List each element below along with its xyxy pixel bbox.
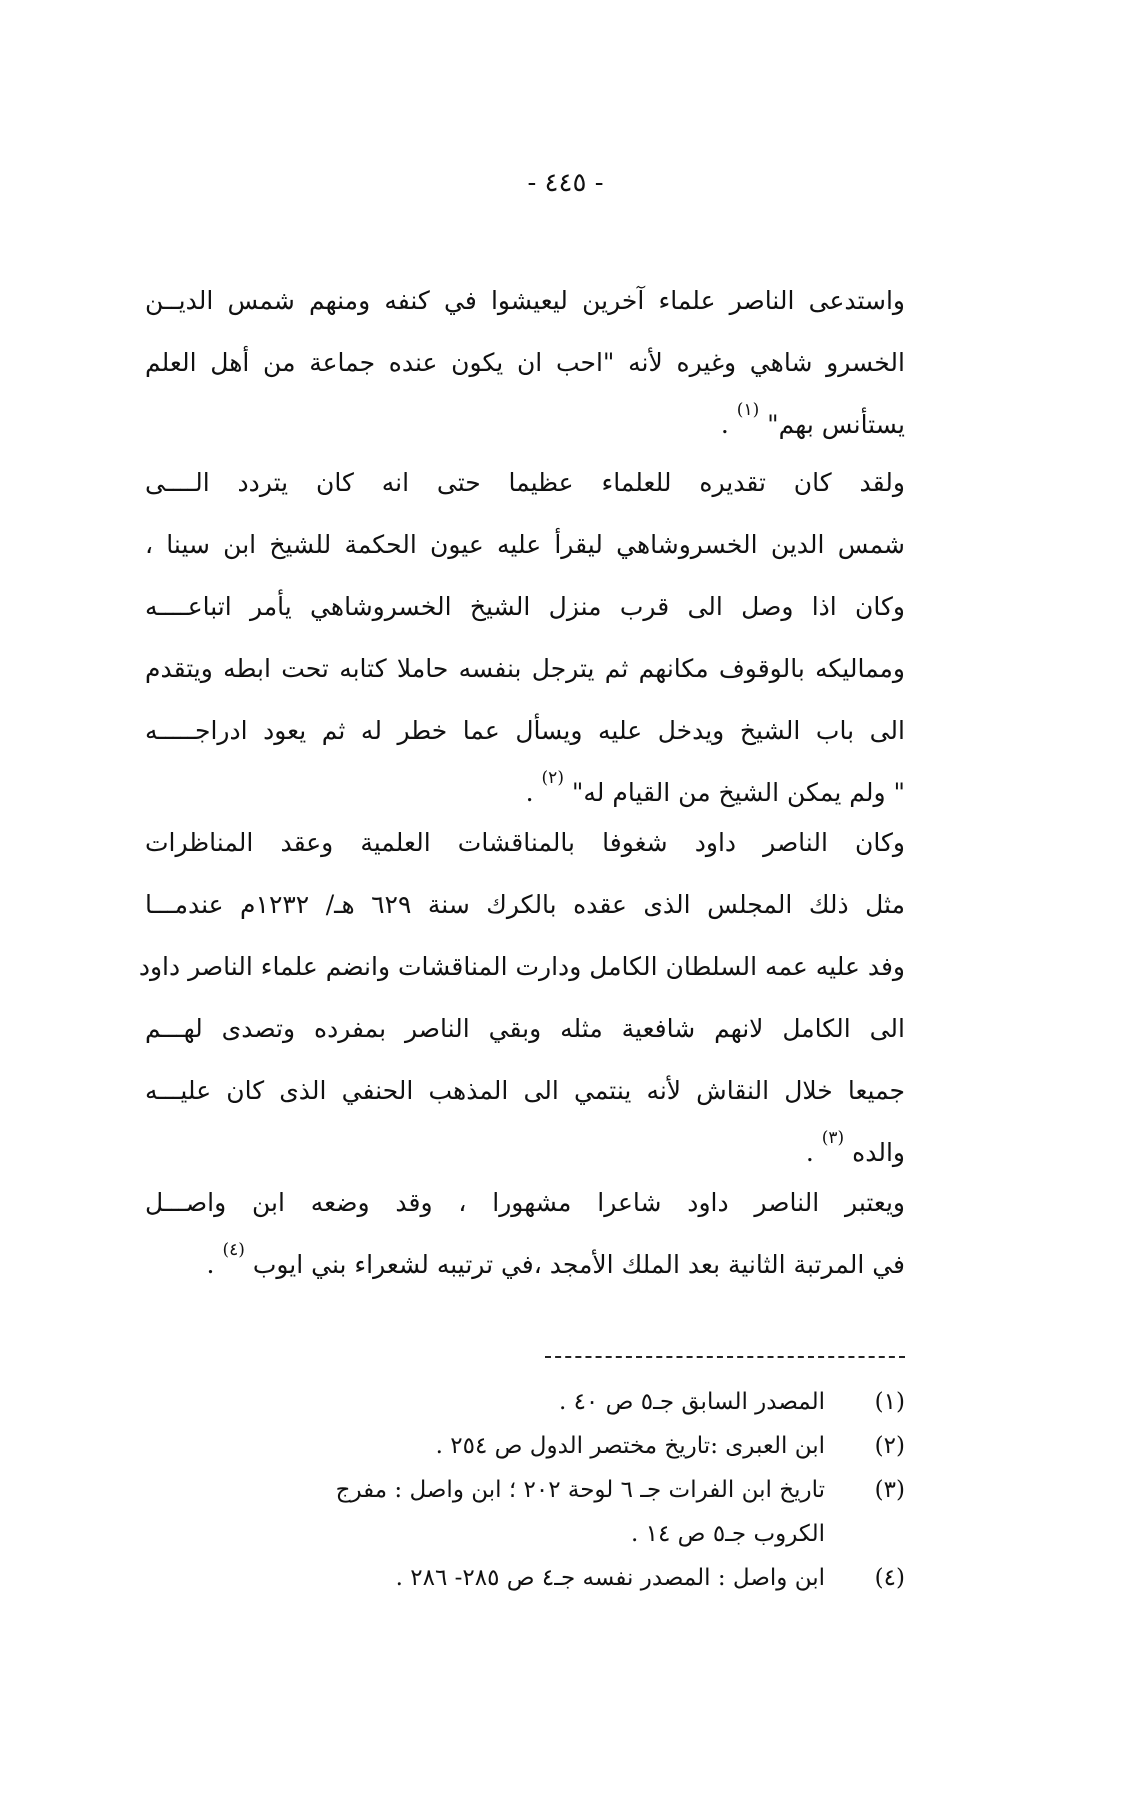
text-line: الخسرو شاهي وغيره لأنه "احب ان يكون عنده جماعة من أهل العلم: [145, 348, 905, 377]
text-line: واستدعى الناصر علماء آخرين ليعيشوا في كنفه ومنهم شمس الديــن: [145, 286, 905, 315]
footnote-text: [145, 1556, 825, 1600]
text-line: وفد عليه عمه السلطان الكامل ودارت المناقشات وانضم علماء الناصر داود: [138, 952, 905, 981]
footnote-line: ابن العبرى :تاريخ مختصر الدول ص ٢٥٤ .: [435, 1433, 825, 1459]
footnote-line: الكروب جـ٥ ص ١٤ .: [631, 1521, 825, 1547]
footnote-line: المصدر السابق جـ٥ ص ٤٠ .: [558, 1389, 825, 1415]
paragraph-2: [145, 452, 905, 824]
footnote-ref: (٣): [821, 1128, 845, 1148]
footnote-item: [145, 1556, 905, 1600]
text-line-with-note: في المرتبة الثانية بعد الملك الأمجد ،في ترتيبه لشعراء بني ايوب $^{(٤)}$ .: [206, 1240, 905, 1279]
text-line: وكان الناصر داود شغوفا بالمناقشات العلمية وعقد المناظرات: [145, 828, 905, 857]
footnote-ref: (١): [736, 400, 760, 420]
text-line: الى باب الشيخ ويدخل عليه ويسأل عما خطر له ثم يعود ادراجـــــه: [145, 716, 905, 745]
text-line: والده: [852, 1138, 905, 1167]
footnote-ref: (٢): [541, 768, 564, 788]
text-line: في المرتبة الثانية بعد الملك الأمجد ،في ترتيبه لشعراء بني ايوب: [252, 1250, 905, 1279]
footnote-text: [145, 1380, 825, 1424]
footnote-item: [145, 1424, 905, 1468]
footnote-number: (٣): [874, 1477, 905, 1503]
text-line-with-note: " ولم يمكن الشيخ من القيام له" $^{(٢)}$ .: [525, 768, 905, 807]
paragraph-4: [145, 1172, 905, 1296]
footnotes: [145, 1380, 905, 1600]
paragraph-3: [138, 812, 905, 1184]
page-number: - ٤٤٥ -: [527, 168, 604, 198]
text-line: شمس الدين الخسروشاهي ليقرأ عليه عيون الحكمة للشيخ ابن سينا ،: [145, 530, 905, 559]
text-line: ومماليكه بالوقوف مكانهم ثم يترجل بنفسه حاملا كتابه تحت ابطه ويتقدم: [145, 654, 905, 683]
footnote-text: [145, 1468, 825, 1556]
footnote-line: ابن واصل : المصدر نفسه جـ٤ ص ٢٨٥- ٢٨٦ .: [395, 1565, 825, 1591]
text-line: يستأنس بهم": [767, 410, 905, 439]
text-line: ولقد كان تقديره للعلماء عظيما حتى انه كان يتردد الــــى: [145, 468, 905, 497]
text-line-with-note: يستأنس بهم" $^{(١)}$ .: [720, 400, 905, 439]
text-line: ويعتبر الناصر داود شاعرا مشهورا ، وقد وضعه ابن واصـــل: [145, 1188, 905, 1217]
footnote-text: [145, 1424, 825, 1468]
footnote-number: (٤): [874, 1565, 905, 1591]
footnote-separator: [545, 1356, 905, 1358]
paragraph-1: [145, 270, 905, 456]
footnote-number: (١): [874, 1389, 905, 1415]
text-line: جميعا خلال النقاش لأنه ينتمي الى المذهب الحنفي الذى كان عليـــه: [145, 1076, 905, 1105]
text-line: وكان اذا وصل الى قرب منزل الشيخ الخسروشاهي يأمر اتباعــــه: [145, 592, 905, 621]
footnote-item: [145, 1380, 905, 1424]
footnote-line: تاريخ ابن الفرات جـ ٦ لوحة ٢٠٢ ؛ ابن واصل : مفرج: [335, 1477, 825, 1503]
footnote-number: (٢): [874, 1433, 905, 1459]
text-line: " ولم يمكن الشيخ من القيام له": [571, 778, 905, 807]
text-line-with-note: والده $^{(٣)}$ .: [805, 1128, 905, 1167]
text-line: الى الكامل لانهم شافعية مثله وبقي الناصر بمفرده وتصدى لهـــم: [145, 1014, 905, 1043]
footnote-ref: (٤): [222, 1240, 245, 1260]
footnote-item: [145, 1468, 905, 1556]
text-line: مثل ذلك المجلس الذى عقده بالكرك سنة ٦٢٩ هـ/ ١٢٣٢م عندمـــا: [145, 890, 905, 919]
